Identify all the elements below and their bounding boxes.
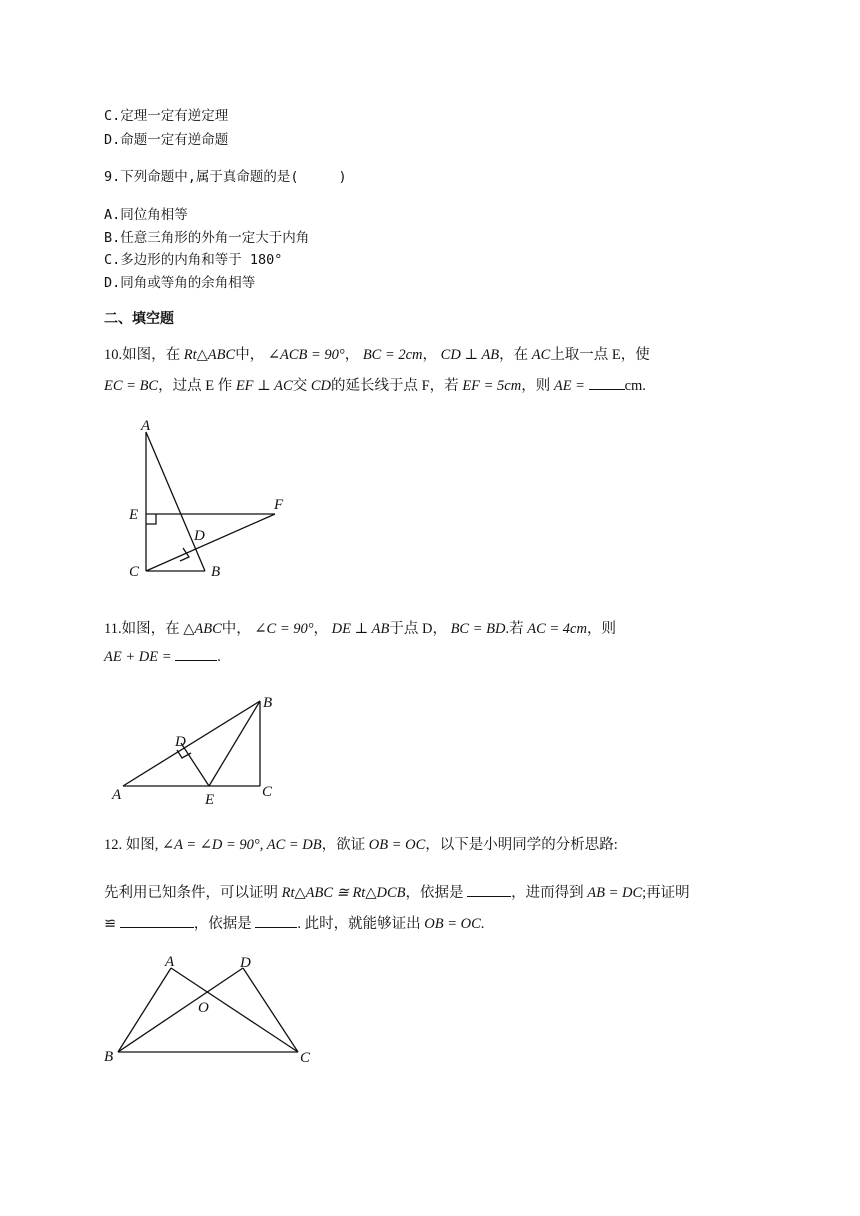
q11-de-perp-ab: DE ⊥ AB: [331, 621, 390, 637]
q11-t4: ，: [313, 621, 329, 637]
q10-rt-abc: Rt△ABC: [183, 347, 236, 363]
q11-answer-blank[interactable]: [175, 648, 217, 661]
q10-unit: cm.: [624, 378, 646, 394]
q12-t2: ，欲证: [321, 837, 366, 853]
q10-label-d: D: [194, 528, 205, 544]
q12-seg-cd: [243, 968, 298, 1052]
q12-figure: [100, 950, 330, 1070]
q10-ef: EF = 5cm: [462, 378, 522, 394]
q11-seg-be: [209, 701, 260, 786]
q11-label-d: D: [175, 734, 186, 750]
q10-label-b: B: [211, 564, 221, 580]
q10-t10: 上取一点 E，使: [550, 347, 650, 363]
q10-seg-cf: [146, 514, 275, 571]
q11-t0: 11.如图，在: [104, 621, 180, 637]
q12-text-line3: [104, 912, 484, 933]
q12-blank-reason-1[interactable]: [467, 884, 511, 897]
q10-label-e: E: [129, 507, 139, 523]
q12-label-a: A: [165, 954, 175, 970]
q11-bc-bd: BC = BD: [450, 621, 506, 637]
q10-t11: ，过点 E 作: [158, 378, 233, 394]
q11-ac: AC = 4cm: [527, 621, 587, 637]
q12-seg-ba: [118, 968, 171, 1052]
q9-option-a: A.同位角相等: [104, 207, 188, 223]
q9-option-c: C.多边形的内角和等于 180°: [104, 252, 283, 268]
q10-figure: [120, 412, 300, 584]
q10-t17: ，则: [521, 378, 551, 394]
q10-ec-bc: EC = BC: [104, 378, 159, 394]
q12-text-line1: [104, 833, 618, 854]
q10-bc: BC = 2cm: [362, 347, 423, 363]
q10-right-angle-e: [146, 514, 156, 524]
q11-t6: 于点 D，: [389, 621, 447, 637]
q10-t4: ，: [344, 347, 360, 363]
q11-triangle-abc: △ABC: [183, 621, 222, 637]
q12-congruent-symbol: ≌: [104, 916, 117, 932]
q11-t10: ，则: [586, 621, 616, 637]
q8-option-d: D.命题一定有逆命题: [104, 132, 229, 148]
q12-ob-oc: OB = OC: [368, 837, 426, 853]
q11-label-b: B: [263, 695, 273, 711]
q12-blank-triangle[interactable]: [120, 915, 194, 928]
q12-label-b: B: [104, 1049, 114, 1065]
q12-t7: ，依据是: [405, 885, 464, 901]
q11-label-e: E: [205, 792, 215, 808]
q9-stem: [104, 165, 347, 185]
q10-t6: ，: [422, 347, 438, 363]
q10-ac: AC: [531, 347, 551, 363]
q11-t8: .若: [505, 621, 524, 637]
q11-text-line2: [104, 648, 221, 666]
q12-t12: ，依据是: [193, 916, 252, 932]
q12-congruence: Rt△ABC ≅ Rt△DCB: [281, 885, 406, 901]
q12-t4: ，以下是小明同学的分析思路:: [425, 837, 618, 853]
q12-seg-ac: [171, 968, 298, 1052]
q12-given: ∠A = ∠D = 90°, AC = DB: [162, 837, 322, 853]
q12-t13: . 此时，就能够证出: [297, 916, 421, 932]
q11-t2: 中，: [221, 621, 251, 637]
q9-option-b: B.任意三角形的外角一定大于内角: [104, 230, 310, 246]
q12-seg-bd: [118, 968, 243, 1052]
q8-option-c: C.定理一定有逆定理: [104, 108, 229, 124]
q11-angle-c: ∠C = 90°: [254, 621, 314, 637]
q10-t2: 中，: [235, 347, 265, 363]
q10-answer-blank[interactable]: [589, 377, 625, 390]
q10-t8: ，在: [499, 347, 529, 363]
q10-label-f: F: [274, 497, 284, 513]
q12-t10: ;再证明: [642, 885, 690, 901]
q10-seg-ab: [146, 432, 205, 571]
q12-t8: ，进而得到: [511, 885, 584, 901]
q10-t13: 交: [292, 378, 308, 394]
q12-blank-reason-2[interactable]: [255, 915, 297, 928]
section-heading-fill-blank: 二、填空题: [104, 311, 174, 327]
q12-ab-dc: AB = DC: [587, 885, 643, 901]
q11-label-a: A: [112, 787, 122, 803]
q11-period: .: [217, 649, 221, 665]
q9-stem-text: 9.下列命题中,属于真命题的是(: [104, 169, 299, 185]
q12-label-o: O: [198, 1000, 209, 1016]
q10-label-a: A: [141, 418, 151, 434]
q10-text-line1: [104, 343, 650, 364]
q11-figure: [108, 688, 288, 808]
q12-ob-oc-conclusion: OB = OC: [424, 916, 481, 932]
q10-cd: CD: [310, 378, 331, 394]
q10-angle-acb: ∠ACB = 90°: [267, 347, 345, 363]
q10-ae: AE =: [553, 378, 585, 394]
q12-label-c: C: [300, 1050, 311, 1066]
q12-label-d: D: [240, 955, 251, 971]
q9-stem-close: ): [338, 169, 347, 185]
q10-text-line2: [104, 374, 646, 395]
q11-label-c: C: [262, 784, 273, 800]
q10-label-c: C: [129, 564, 140, 580]
q10-cd-perp-ab: CD ⊥ AB: [440, 347, 500, 363]
q10-ef-perp-ac: EF ⊥ AC: [235, 378, 293, 394]
q12-t0: 12. 如图,: [104, 837, 159, 853]
q12-period: .: [480, 916, 485, 932]
q10-t0: 10.如图，在: [104, 347, 181, 363]
q12-text-line2: [104, 881, 690, 902]
q11-text-line1: [104, 617, 616, 638]
q11-ae-de: AE + DE =: [104, 649, 172, 665]
q9-option-d: D.同角或等角的余角相等: [104, 275, 256, 291]
q11-seg-ab: [123, 701, 260, 786]
q12-t5: 先利用已知条件，可以证明: [104, 885, 278, 901]
q10-t15: 的延长线于点 F，若: [330, 378, 459, 394]
